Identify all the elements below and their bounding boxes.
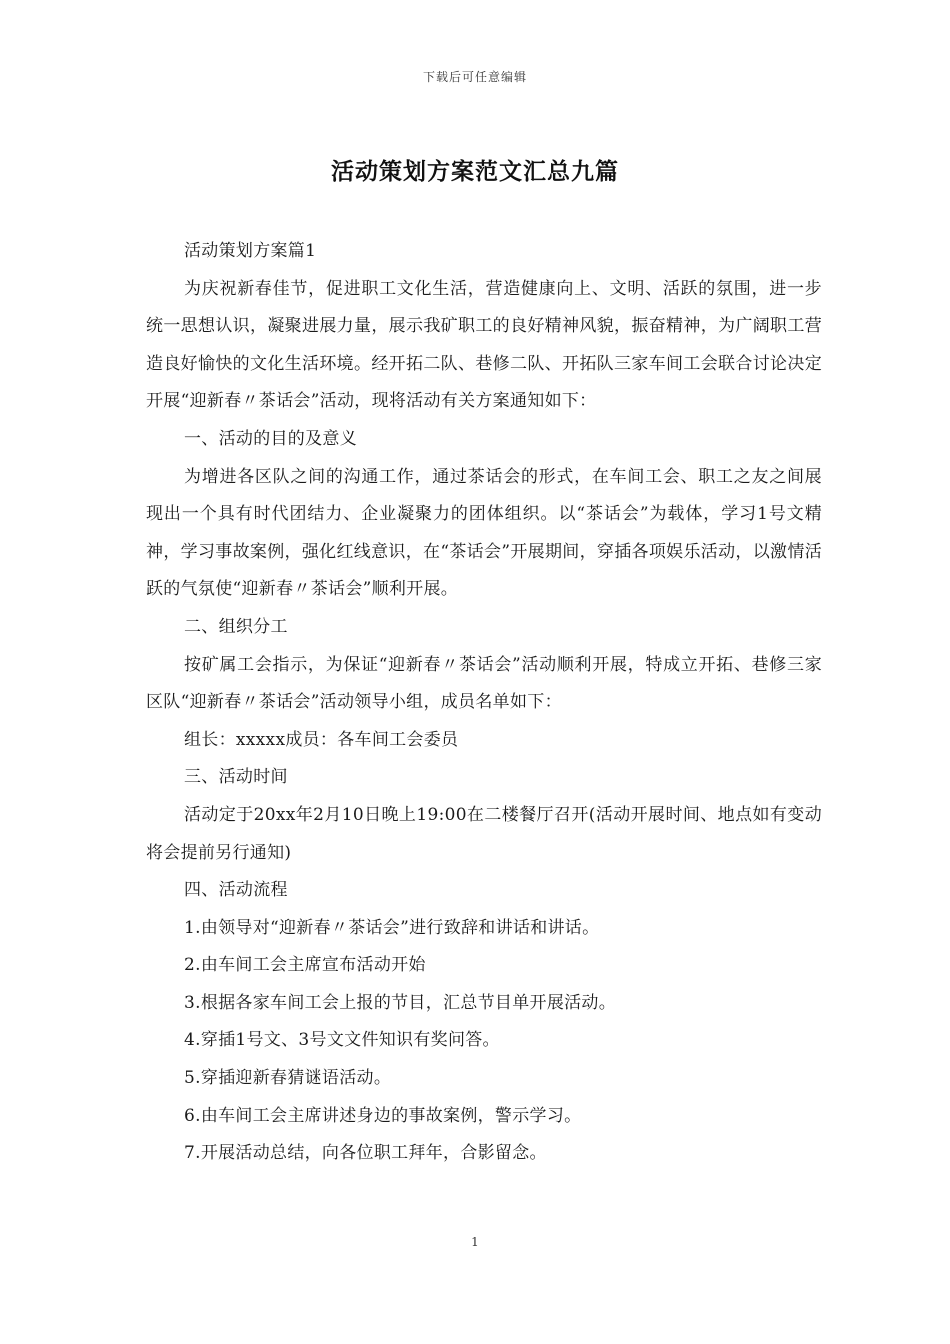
list-item-process-7: 7.开展活动总结，向各位职工拜年，合影留念。 xyxy=(184,1143,547,1164)
page-number: 1 xyxy=(471,1235,479,1249)
paragraph-members: 组长：xxxxx成员：各车间工会委员 xyxy=(184,729,459,750)
list-item-process-4: 4.穿插1号文、3号文文件知识有奖问答。 xyxy=(184,1030,500,1051)
list-item-process-3: 3.根据各家车间工会上报的节目，汇总节目单开展活动。 xyxy=(184,992,617,1013)
section-heading-plan-1: 活动策划方案篇1 xyxy=(184,241,317,261)
document-body xyxy=(146,233,822,1173)
paragraph-intro: 为庆祝新春佳节，促进职工文化生活，营造健康向上、文明、活跃的氛围，进一步统一思想认识，凝聚进展力量，展示我矿职工的良好精神风貌，振奋精神，为广阔职工营造良好愉快的文化生活环境。经开拓二队、巷修二队、开拓队三家车间工会联合讨论决定开展“迎新春〃茶话会”活动，现将活动有关方案通知如下： xyxy=(146,278,822,412)
section-heading-organization: 二、组织分工 xyxy=(184,616,288,637)
list-item-process-6: 6.由车间工会主席讲述身边的事故案例，警示学习。 xyxy=(184,1105,582,1126)
list-item-process-1: 1.由领导对“迎新春〃茶话会”进行致辞和讲话和讲话。 xyxy=(184,917,600,938)
section-heading-process: 四、活动流程 xyxy=(184,880,288,901)
paragraph-purpose: 为增进各区队之间的沟通工作，通过茶话会的形式，在车间工会、职工之友之间展现出一个具有时代团结力、企业凝聚力的团体组织。以“茶话会”为载体，学习1号文精神，学习事故案例，强化红线意识，在“茶话会”开展期间，穿插各项娱乐活动，以激情活跃的气氛使“迎新春〃茶话会”顺利开展。 xyxy=(146,466,822,600)
section-heading-purpose: 一、活动的目的及意义 xyxy=(184,428,357,449)
list-item-process-2: 2.由车间工会主席宣布活动开始 xyxy=(184,955,426,976)
section-heading-time: 三、活动时间 xyxy=(184,767,288,788)
paragraph-organization: 按矿属工会指示，为保证“迎新春〃茶话会”活动顺利开展，特成立开拓、巷修三家区队“迎新春〃茶话会”活动领导小组，成员名单如下： xyxy=(146,654,822,713)
document-title: 活动策划方案范文汇总九篇 xyxy=(331,158,619,185)
header-note: 下载后可任意编辑 xyxy=(422,70,527,84)
list-item-process-5: 5.穿插迎新春猜谜语活动。 xyxy=(184,1068,392,1089)
paragraph-time: 活动定于20xx年2月10日晚上19:00在二楼餐厅召开(活动开展时间、地点如有变动将会提前另行通知) xyxy=(146,804,822,863)
